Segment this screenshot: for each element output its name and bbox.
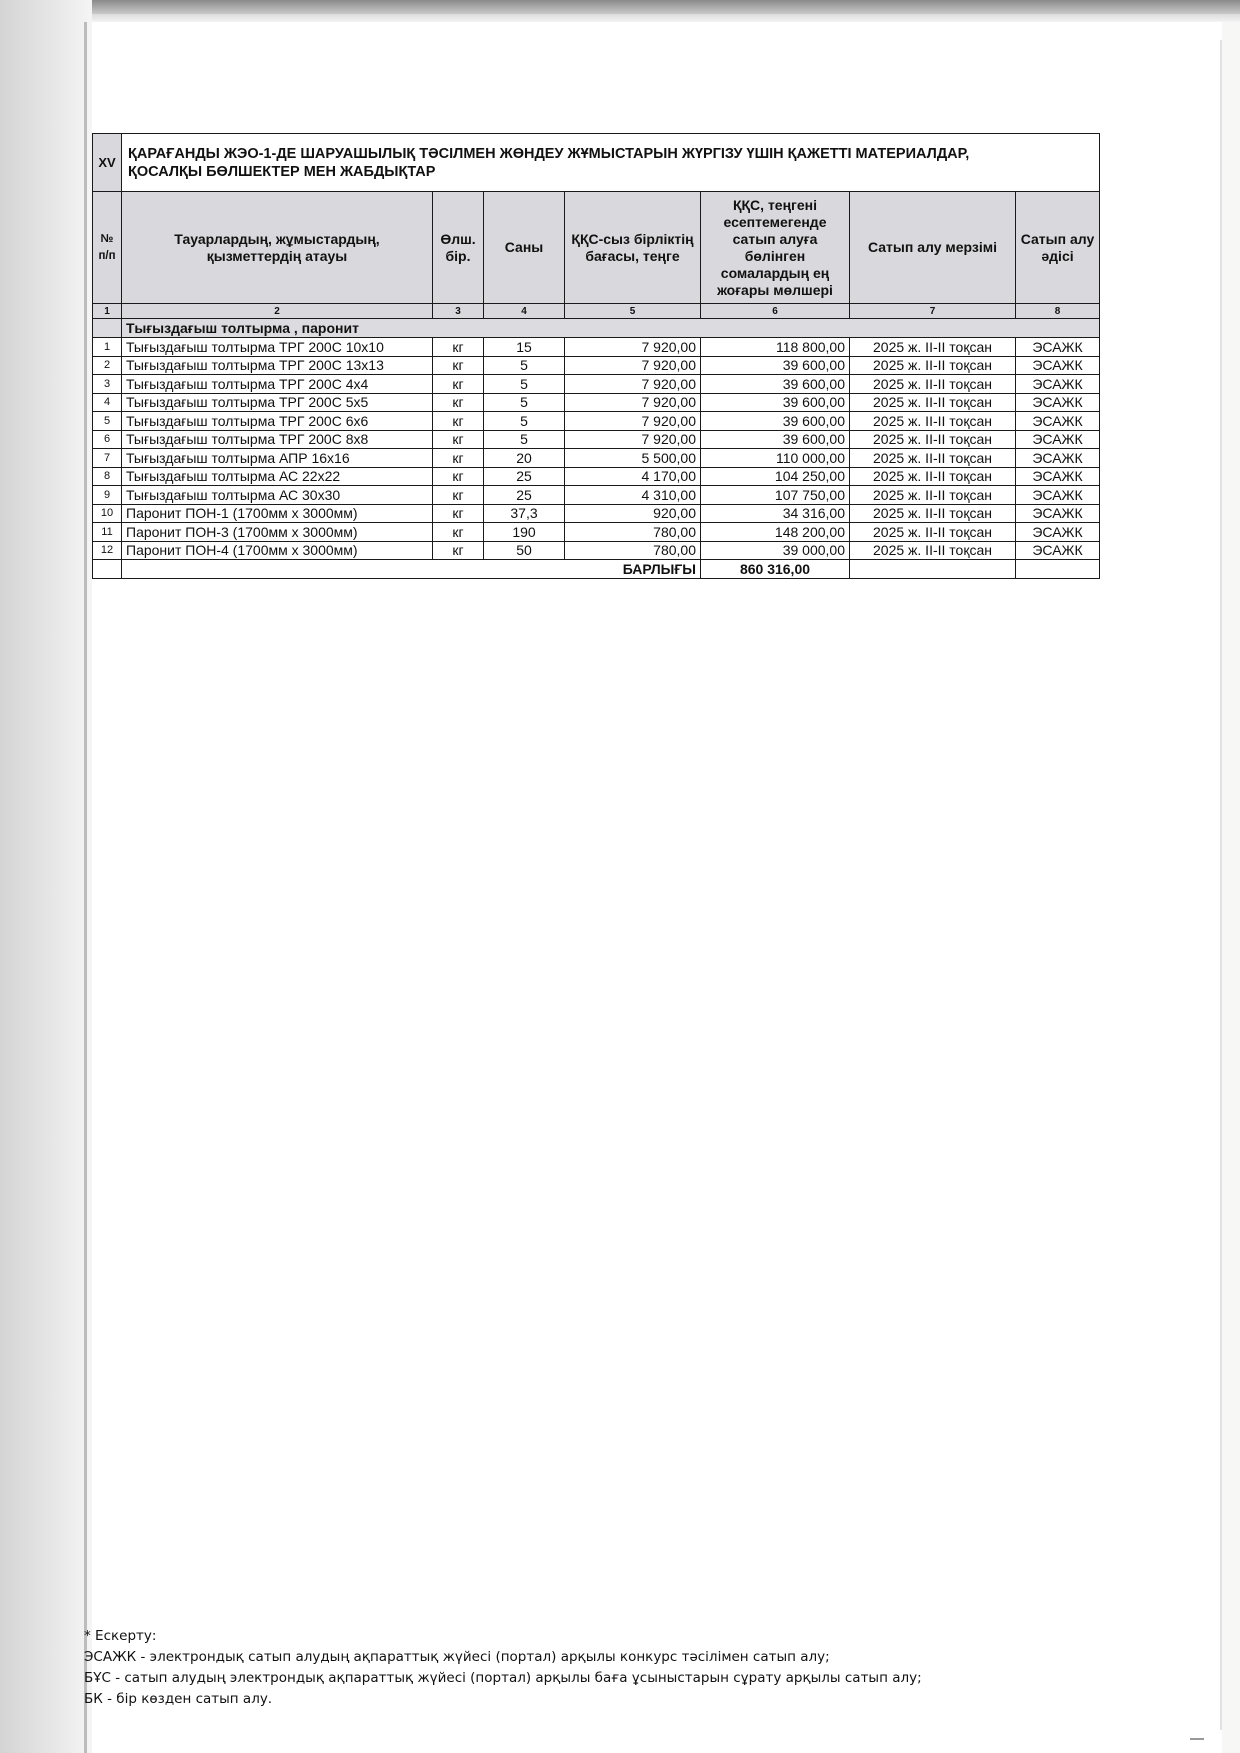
- section-title-line2: ҚОСАЛҚЫ БӨЛШЕКТЕР МЕН ЖАБДЫҚТАР: [128, 163, 436, 180]
- item-method: ЭСАЖК: [1016, 338, 1100, 357]
- notes-heading: * Ескерту:: [84, 1628, 157, 1644]
- table-row: [93, 338, 1100, 357]
- item-amount: 39 600,00: [701, 412, 850, 431]
- item-amount: 39 000,00: [701, 541, 850, 560]
- row-number: 3: [93, 375, 122, 394]
- item-method: ЭСАЖК: [1016, 375, 1100, 394]
- item-amount: 104 250,00: [701, 467, 850, 486]
- item-qty: 20: [484, 449, 565, 468]
- scan-top-shadow: [0, 14, 1240, 22]
- column-number: 1: [93, 304, 122, 319]
- note-bk: БК - бір көзден сатып алу.: [84, 1691, 273, 1707]
- total-empty-cell: [1016, 560, 1100, 579]
- item-unit: кг: [433, 430, 484, 449]
- item-name: Тығыздағыш толтырма ТРГ 200С 13х13: [122, 356, 433, 375]
- item-period: 2025 ж. II-II тоқсан: [850, 356, 1016, 375]
- item-name: Тығыздағыш толтырма АС 22х22: [122, 467, 433, 486]
- item-period: 2025 ж. II-II тоқсан: [850, 430, 1016, 449]
- scan-corner-mark: [1190, 1738, 1204, 1740]
- group-empty-cell: [93, 319, 122, 338]
- section-header-row: [93, 134, 1100, 192]
- binding-margin: [84, 22, 87, 1753]
- total-amount: 860 316,00: [701, 560, 850, 579]
- section-title: [122, 134, 1100, 192]
- item-unit: кг: [433, 412, 484, 431]
- table-row: [93, 523, 1100, 542]
- item-qty: 37,3: [484, 504, 565, 523]
- row-number: 5: [93, 412, 122, 431]
- item-method: ЭСАЖК: [1016, 541, 1100, 560]
- total-label: БАРЛЫҒЫ: [122, 560, 701, 579]
- item-price: 920,00: [565, 504, 701, 523]
- item-period: 2025 ж. II-II тоқсан: [850, 523, 1016, 542]
- header-num: № п/п: [93, 192, 122, 304]
- item-qty: 5: [484, 375, 565, 394]
- item-period: 2025 ж. II-II тоқсан: [850, 393, 1016, 412]
- header-name: Тауарлардың, жұмыстардың, қызметтердің атауы: [122, 192, 433, 304]
- item-period: 2025 ж. II-II тоқсан: [850, 504, 1016, 523]
- item-amount: 148 200,00: [701, 523, 850, 542]
- total-empty-cell: [93, 560, 122, 579]
- item-amount: 110 000,00: [701, 449, 850, 468]
- column-number: 2: [122, 304, 433, 319]
- item-method: ЭСАЖК: [1016, 430, 1100, 449]
- procurement-table: [92, 133, 1100, 579]
- group-title: Тығыздағыш толтырма , паронит: [122, 319, 1100, 338]
- item-amount: 39 600,00: [701, 430, 850, 449]
- note-esazhk: ЭСАЖК - электрондық сатып алудың ақпараттық жүйесі (портал) арқылы конкурс тәсілімен сатып алу;: [84, 1649, 830, 1665]
- row-number: 6: [93, 430, 122, 449]
- item-method: ЭСАЖК: [1016, 523, 1100, 542]
- item-unit: кг: [433, 467, 484, 486]
- row-number: 10: [93, 504, 122, 523]
- table-row: [93, 356, 1100, 375]
- item-qty: 190: [484, 523, 565, 542]
- item-price: 7 920,00: [565, 393, 701, 412]
- item-amount: 118 800,00: [701, 338, 850, 357]
- item-amount: 34 316,00: [701, 504, 850, 523]
- table-row: [93, 467, 1100, 486]
- footnotes: [84, 1626, 1184, 1710]
- column-number: 3: [433, 304, 484, 319]
- table-row: [93, 412, 1100, 431]
- item-qty: 25: [484, 486, 565, 505]
- header-qty: Саны: [484, 192, 565, 304]
- table-row: [93, 430, 1100, 449]
- item-price: 7 920,00: [565, 430, 701, 449]
- item-price: 5 500,00: [565, 449, 701, 468]
- item-price: 780,00: [565, 523, 701, 542]
- scan-top-edge: [0, 0, 1240, 14]
- item-qty: 15: [484, 338, 565, 357]
- item-qty: 5: [484, 356, 565, 375]
- table-row: [93, 375, 1100, 394]
- row-number: 7: [93, 449, 122, 468]
- item-unit: кг: [433, 375, 484, 394]
- total-empty-cell: [850, 560, 1016, 579]
- item-name: Паронит ПОН-1 (1700мм х 3000мм): [122, 504, 433, 523]
- item-name: Тығыздағыш толтырма ТРГ 200С 10х10: [122, 338, 433, 357]
- item-method: ЭСАЖК: [1016, 467, 1100, 486]
- item-qty: 5: [484, 412, 565, 431]
- item-method: ЭСАЖК: [1016, 412, 1100, 431]
- row-number: 9: [93, 486, 122, 505]
- table-row: [93, 504, 1100, 523]
- row-number: 8: [93, 467, 122, 486]
- header-method: Сатып алу әдісі: [1016, 192, 1100, 304]
- table-row: [93, 541, 1100, 560]
- item-name: Паронит ПОН-4 (1700мм х 3000мм): [122, 541, 433, 560]
- item-price: 4 310,00: [565, 486, 701, 505]
- item-name: Тығыздағыш толтырма АС 30х30: [122, 486, 433, 505]
- item-period: 2025 ж. II-II тоқсан: [850, 541, 1016, 560]
- item-qty: 5: [484, 430, 565, 449]
- item-unit: кг: [433, 393, 484, 412]
- item-unit: кг: [433, 504, 484, 523]
- item-unit: кг: [433, 523, 484, 542]
- item-method: ЭСАЖК: [1016, 393, 1100, 412]
- row-number: 4: [93, 393, 122, 412]
- column-number: 4: [484, 304, 565, 319]
- row-number: 1: [93, 338, 122, 357]
- item-amount: 39 600,00: [701, 375, 850, 394]
- column-number: 5: [565, 304, 701, 319]
- section-number: XV: [93, 134, 122, 192]
- item-unit: кг: [433, 541, 484, 560]
- item-price: 7 920,00: [565, 338, 701, 357]
- item-unit: кг: [433, 338, 484, 357]
- item-qty: 50: [484, 541, 565, 560]
- header-price: ҚҚС-сыз бірліктің бағасы, теңге: [565, 192, 701, 304]
- item-price: 7 920,00: [565, 375, 701, 394]
- row-number: 2: [93, 356, 122, 375]
- header-amount: ҚҚС, теңгені есептемегенде сатып алуға бөлінген сомалардың ең жоғары мөлшері: [701, 192, 850, 304]
- item-unit: кг: [433, 449, 484, 468]
- item-period: 2025 ж. II-II тоқсан: [850, 412, 1016, 431]
- item-name: Тығыздағыш толтырма ТРГ 200С 4х4: [122, 375, 433, 394]
- item-period: 2025 ж. II-II тоқсан: [850, 375, 1016, 394]
- column-number: 8: [1016, 304, 1100, 319]
- item-period: 2025 ж. II-II тоқсан: [850, 449, 1016, 468]
- item-name: Тығыздағыш толтырма ТРГ 200С 6х6: [122, 412, 433, 431]
- item-qty: 25: [484, 467, 565, 486]
- item-unit: кг: [433, 356, 484, 375]
- table-row: [93, 486, 1100, 505]
- item-name: Тығыздағыш толтырма ТРГ 200С 5х5: [122, 393, 433, 412]
- item-price: 7 920,00: [565, 356, 701, 375]
- item-price: 780,00: [565, 541, 701, 560]
- item-period: 2025 ж. II-II тоқсан: [850, 338, 1016, 357]
- column-number: 7: [850, 304, 1016, 319]
- group-row: [93, 319, 1100, 338]
- column-number-row: [93, 304, 1100, 319]
- section-title-line1: ҚАРАҒАНДЫ ЖЭО-1-ДЕ ШАРУАШЫЛЫҚ ТӘСІЛМЕН ЖӨНДЕУ ЖҰМЫСТАРЫН ЖҮРГІЗУ ҮШІН ҚАЖЕТТІ МАТЕРИАЛДАР,: [128, 145, 970, 162]
- item-price: 4 170,00: [565, 467, 701, 486]
- row-number: 12: [93, 541, 122, 560]
- item-price: 7 920,00: [565, 412, 701, 431]
- table-row: [93, 393, 1100, 412]
- item-name: Паронит ПОН-3 (1700мм х 3000мм): [122, 523, 433, 542]
- table-row: [93, 449, 1100, 468]
- item-qty: 5: [484, 393, 565, 412]
- item-name: Тығыздағыш толтырма АПР 16х16: [122, 449, 433, 468]
- item-method: ЭСАЖК: [1016, 356, 1100, 375]
- item-amount: 39 600,00: [701, 356, 850, 375]
- header-unit: Өлш. бір.: [433, 192, 484, 304]
- column-header-row: [93, 192, 1100, 304]
- item-amount: 107 750,00: [701, 486, 850, 505]
- item-period: 2025 ж. II-II тоқсан: [850, 467, 1016, 486]
- column-number: 6: [701, 304, 850, 319]
- item-unit: кг: [433, 486, 484, 505]
- item-name: Тығыздағыш толтырма ТРГ 200С 8х8: [122, 430, 433, 449]
- note-bus: БҰС - сатып алудың электрондық ақпараттық жүйесі (портал) арқылы баға ұсыныстарын сұрату арқылы сатып алу;: [84, 1670, 922, 1686]
- item-method: ЭСАЖК: [1016, 449, 1100, 468]
- total-row: [93, 560, 1100, 579]
- item-method: ЭСАЖК: [1016, 486, 1100, 505]
- row-number: 11: [93, 523, 122, 542]
- item-amount: 39 600,00: [701, 393, 850, 412]
- header-period: Сатып алу мерзімі: [850, 192, 1016, 304]
- scan-left-edge: [0, 0, 92, 1753]
- item-period: 2025 ж. II-II тоқсан: [850, 486, 1016, 505]
- paper-right-edge: [1220, 40, 1222, 1730]
- item-method: ЭСАЖК: [1016, 504, 1100, 523]
